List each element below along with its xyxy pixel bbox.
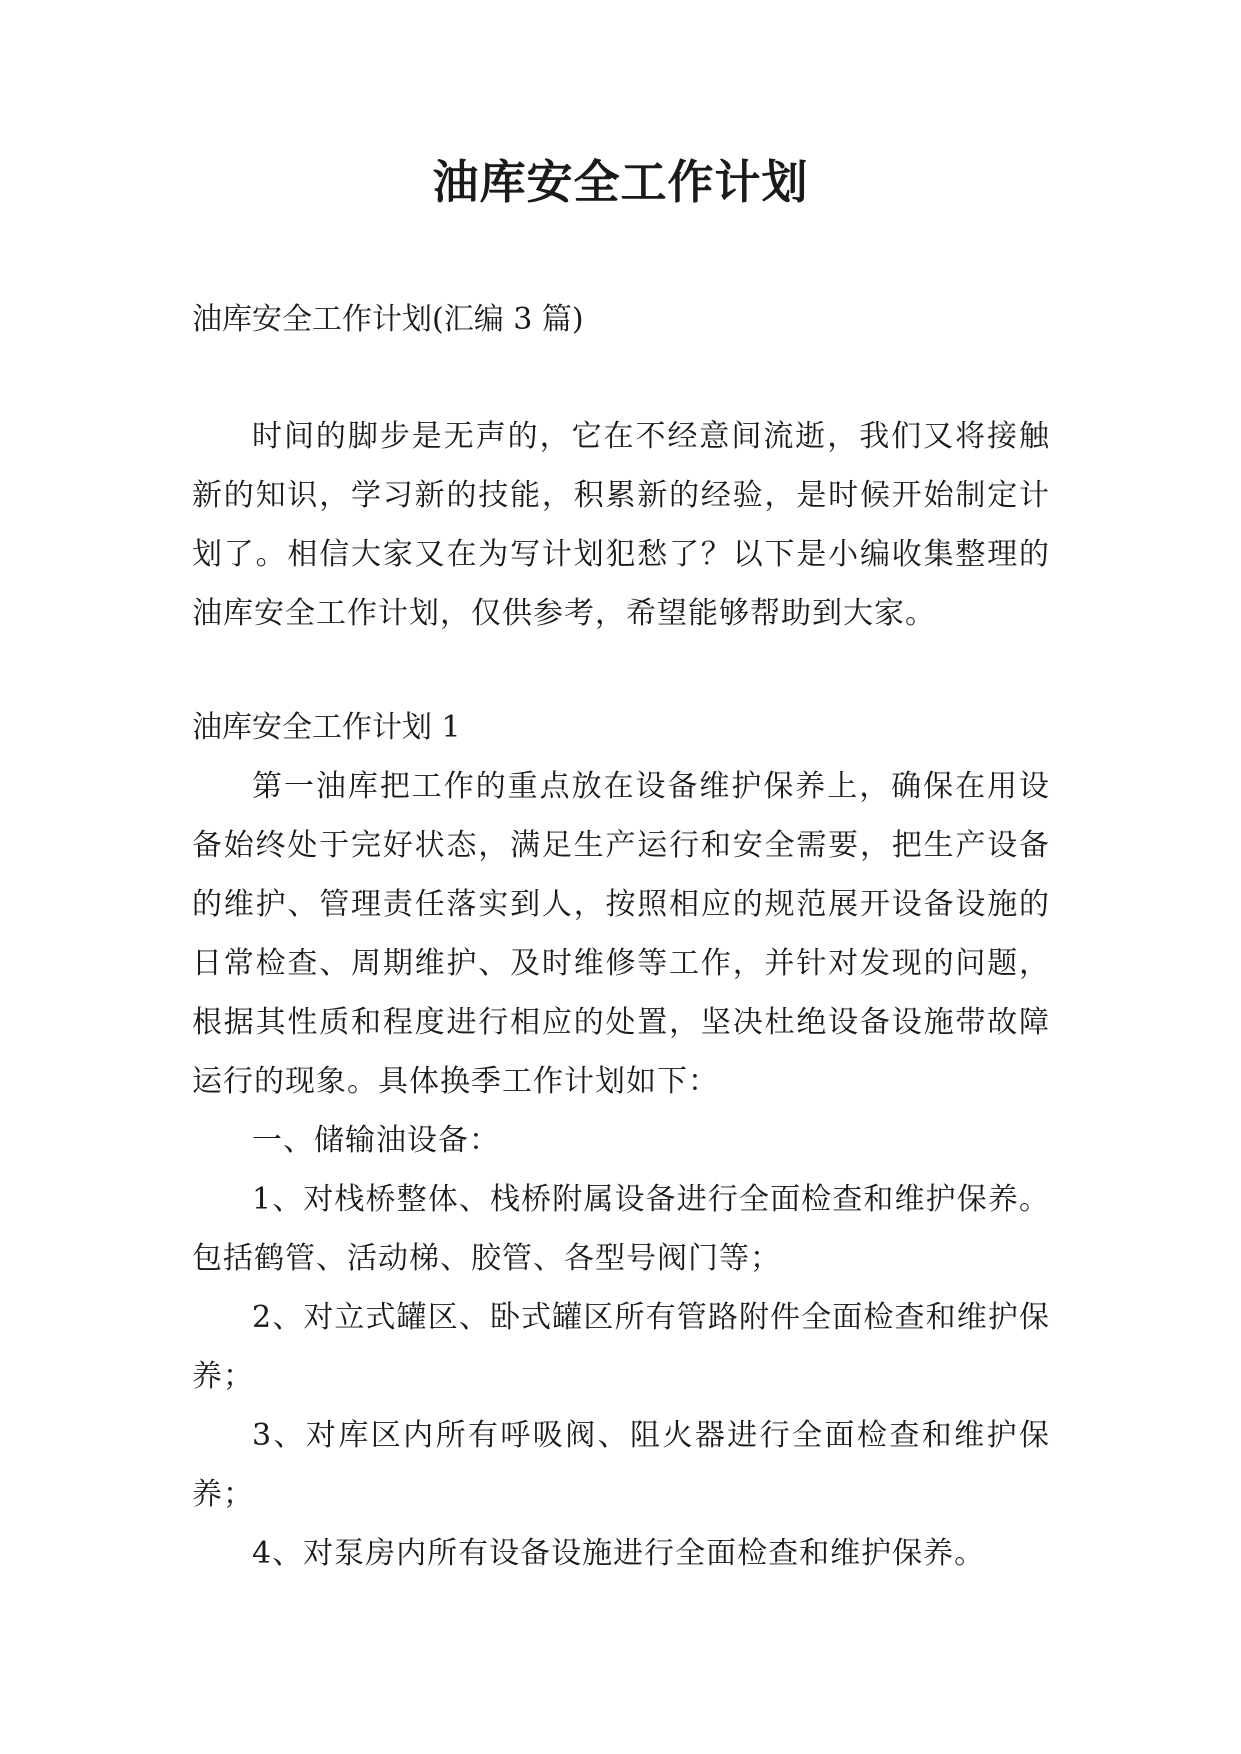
body-paragraph: 3、对库区内所有呼吸阀、阻火器进行全面检查和维护保养； <box>192 1418 1050 1512</box>
body-paragraph: 第一油库把工作的重点放在设备维护保养上，确保在用设备始终处于完好状态，满足生产运行和安全需要，把生产设备的维护、管理责任落实到人，按照相应的规范展开设备设施的日常检查、周期维护、及时维修等工作，并针对发现的问题，根据其性质和程度进行相应的处置，坚决杜绝设备设施带故障运行的现象。具体换季工作计划如下： <box>192 769 1050 1099</box>
body-paragraph: 一、储输油设备： <box>252 1123 500 1158</box>
body-paragraph: 1、对栈桥整体、栈桥附属设备进行全面检查和维护保养。包括鹤管、活动梯、胶管、各型号阀门等； <box>192 1182 1050 1276</box>
body-paragraph: 2、对立式罐区、卧式罐区所有管路附件全面检查和维护保养； <box>192 1300 1050 1394</box>
document-subtitle: 油库安全工作计划(汇编 3 篇) <box>192 302 584 337</box>
section-body <box>192 757 1050 1583</box>
body-paragraph: 4、对泵房内所有设备设施进行全面检查和维护保养。 <box>252 1536 986 1571</box>
intro-block <box>192 407 1050 643</box>
section-heading: 油库安全工作计划 1 <box>192 710 461 745</box>
intro-paragraph: 时间的脚步是无声的，它在不经意间流逝，我们又将接触新的知识，学习新的技能，积累新的经验，是时候开始制定计划了。相信大家又在为写计划犯愁了？以下是小编收集整理的油库安全工作计划，仅供参考，希望能够帮助到大家。 <box>192 419 1050 631</box>
document-title: 油库安全工作计划 <box>432 155 809 209</box>
